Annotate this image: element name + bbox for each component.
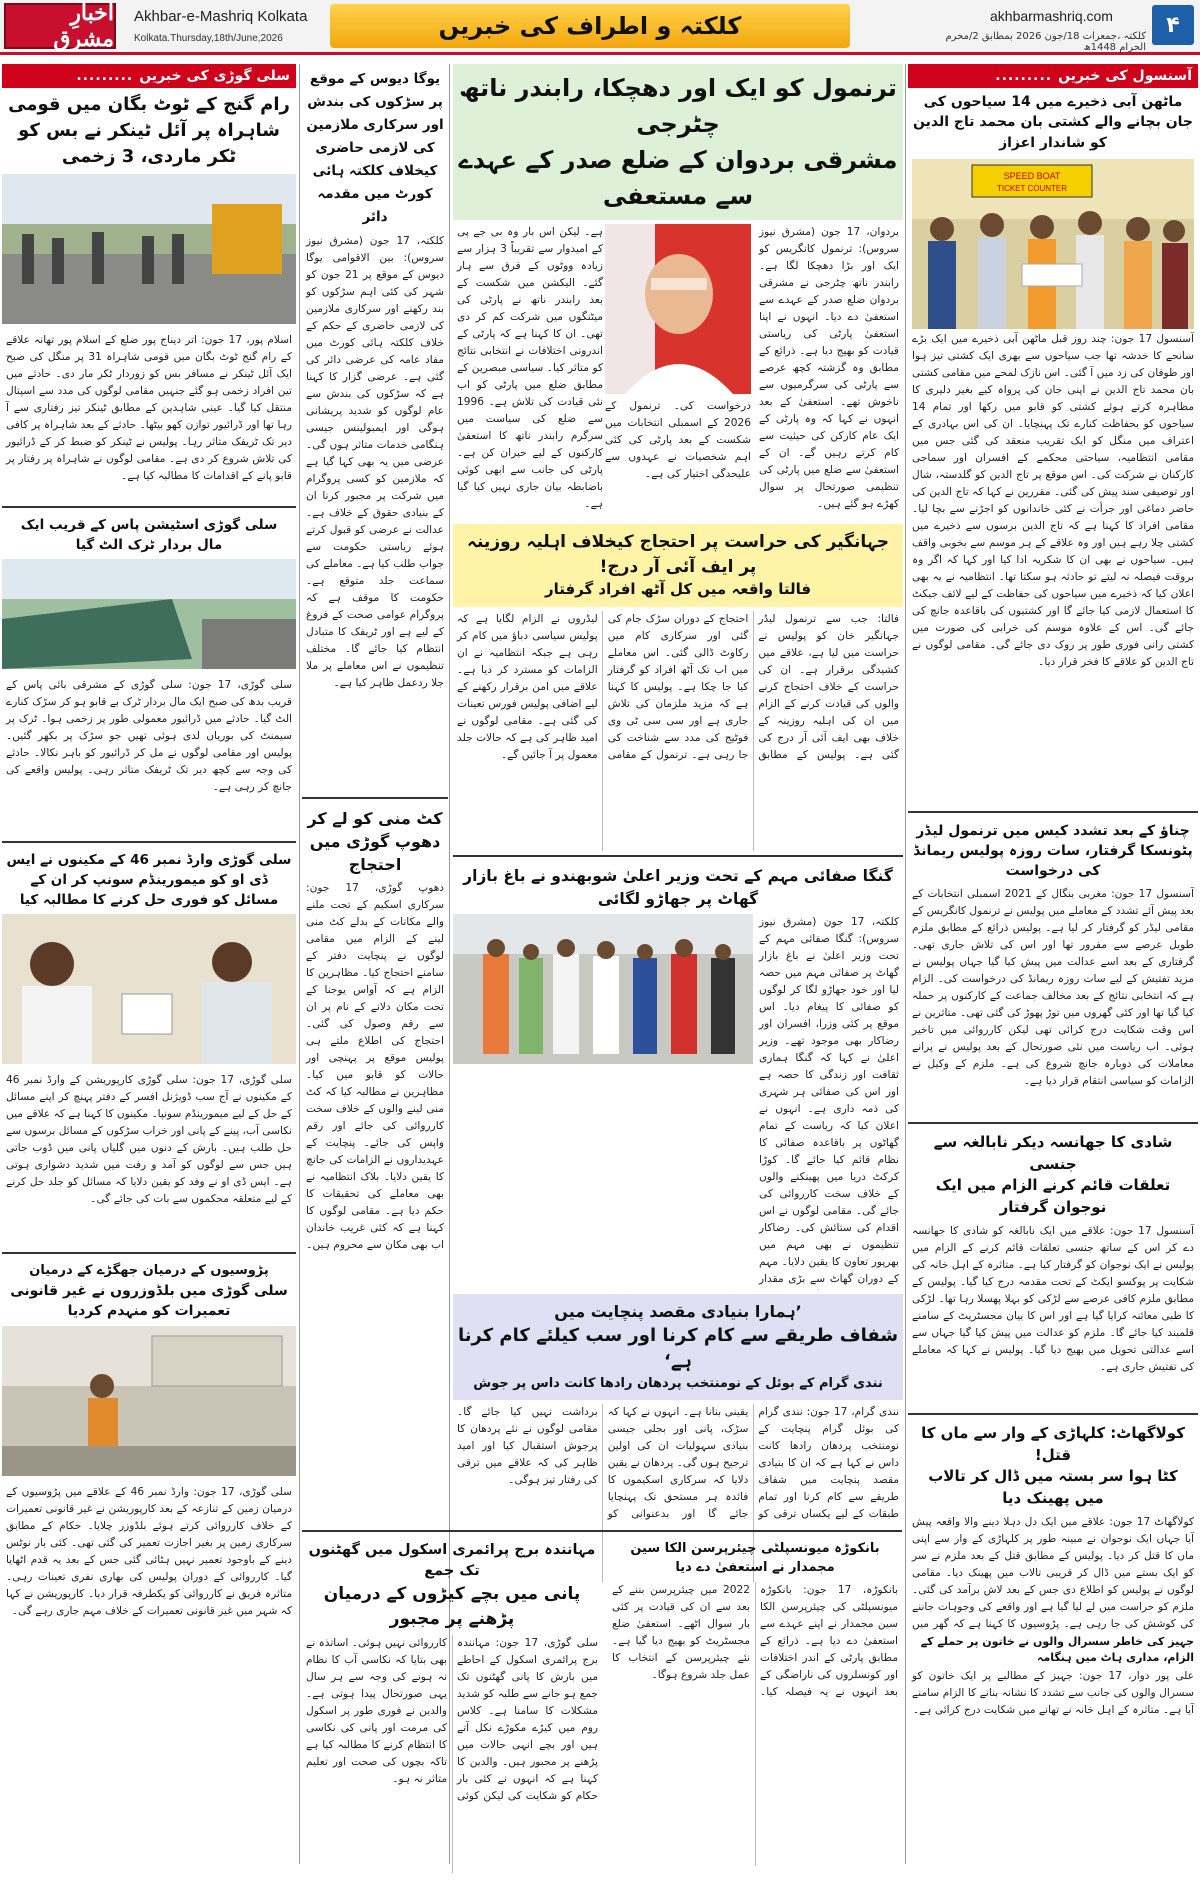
award-photo [912, 159, 1194, 329]
lead-article [453, 224, 903, 524]
page-number-badge: ۴ [1152, 5, 1194, 45]
masthead [0, 0, 1200, 55]
section-header-asansol: آسنسول کی خبریں ......... [908, 64, 1198, 88]
column-mid-left [302, 64, 448, 1440]
article-body: کولاگھاٹ 17 جون: علاقے میں ایک دل دہلا دینے والا واقعہ پیش آیا جہاں ایک نوجوان نے مبینہ طور پر کلہاڑی کے وار سے اپنی ماں کا قتل کر دیا۔ پولیس کے مطابق قتل کے بعد ملزم نے سر کو ایک بستے میں ڈال کر قریبی تالاب میں پھینک دیا۔ مقامی لوگوں نے پولیس کو اطلاع دی جس کے بعد لاش برآمد کی گئی۔ ملزم کو حراست میں لے لیا گیا ہے اور واقعے کی وجوہات جاننے کی کوشش کی جا رہی ہے۔ پڑوسیوں کا کہنا ہے کہ گھر میں [912, 1515, 1194, 1630]
column-rule [905, 64, 906, 1864]
divider [908, 1122, 1198, 1124]
headline-line: پٹونسکا گرفتار، سات روزہ پولیس ریمانڈ کی درخواست [913, 843, 1193, 880]
article-body: ہے۔ لیکن اس بار وہ بی جے پی کے امیدوار سے تقریباً 3 ہزار سے زیادہ ووٹوں کے فرق سے ہار گئے۔ الیکشن میں شکست کے بعد رابندر ناتھ نے پارٹی کی میٹنگوں میں شرکت کم کر دی تھی۔ ان کا کہنا ہے کہ پارٹی کے اندرونی اختلافات نے انتخابی نتائج کو متاثر کیا۔ سیاسی مبصرین کے مطابق ضلع میں پارٹی کو اب نئی قیادت کی تلاش ہے۔ 1996 سے ضلع کی سیاست میں سرگرم رابندر ناتھ کا استعفیٰ کارکنوں کے لیے حیران کن ہے۔ پارٹی کی جانب سے ابھی کوئی باضابطہ بیان جاری نہیں کیا گیا ہے۔ [457, 226, 603, 510]
headline[interactable]: گنگا صفائی مہم کے تحت وزیر اعلیٰ شوبھندو نے باغ بازار گھاٹ پر جھاڑو لگائی [463, 867, 893, 908]
article-body: بانکوڑہ، 17 جون: بانکوڑہ میونسپلٹی کی چیئرپرسن الکا سین مجمدار نے اپنے عہدے سے استعفیٰ دے دیا ہے۔ ذرائع کے مطابق پارٹی کے اندر اختلافات اور کونسلروں کی ناراضگی کے بعد انہوں نے یہ فیصلہ کیا۔ 2022 میں چیئرپرسن بننے کے بعد سے ان کی قیادت پر کئی بار سوال اٹھے۔ استعفیٰ ضلع مجسٹریٹ کو بھیج دیا گیا ہے۔ نئے چیئرپرسن کے انتخاب کا عمل جلد شروع ہوگا۔ [612, 1583, 898, 1698]
divider [2, 841, 296, 843]
column-asansol [908, 64, 1198, 1736]
article-body: آسنسول 17 جون: علاقے میں ایک نابالغہ کو شادی کا جھانسہ دے کر اس کے ساتھ جنسی تعلقات قائم کرنے کے الزام میں پولیس نے ایک نوجوان کو گرفتار کیا ہے۔ متاثرہ کے اہل خانہ کی شکایت پر پوکسو ایکٹ کے تحت مقدمہ درج کیا گیا۔ پولیس کے مطابق ملزم کافی عرصے سے لڑکی کو بہلا پھسلا رہا تھا۔ لڑکی کا طبی معائنہ کرایا گیا ہے اور اس کا بیان مجسٹریٹ کے سامنے قلمبند کیا جائے گا۔ ملزم کو عدالت میں پیش کیا گیا جہاں سے اسے عدالتی تحویل میں بھیج دیا گیا۔ پولیس نے کہا کہ معاملے کی تفتیش جاری ہے۔ [912, 1224, 1194, 1373]
bottom-story-bankura [608, 1536, 902, 1866]
headline-line: نندی گرام کے بوئل کے نومنتخب پردھان رادھا کانت داس پر جوش [473, 1376, 883, 1392]
article-body: سلی گوڑی، 17 جون: مہانندہ برج پرائمری اسکول کے احاطے میں بارش کا پانی گھٹنوں تک جمع ہو جانے سے طلبہ کو شدید مشکلات کا سامنا ہے۔ کلاس روم میں کیڑے مکوڑے نکل آتے ہیں اور بچے انہی حالات میں پڑھنے پر مجبور ہیں۔ والدین کا کہنا ہے کہ انہوں نے کئی بار حکام کو شکایت کی لیکن کوئی کارروائی نہیں ہوئی۔ اساتذہ نے بھی بتایا کہ نکاسی آب کا نظام نہ ہونے کی وجہ سے ہر سال یہی صورتحال پیدا ہوتی ہے۔ والدین نے فوری طور پر اسکول کی مرمت اور پانی کی نکاسی کا انتظام کرنے کا مطالبہ کیا ہے تاکہ بچوں کی صحت اور تعلیم متاثر نہ ہو۔ [306, 1637, 598, 1803]
bottom-story-school [302, 1536, 602, 1873]
headline[interactable]: جہیز کی خاطر سسرال والوں نے خاتون پر حملے کے الزام، مداری ہاٹ میں ہنگامہ [920, 1634, 1194, 1664]
headline-line: چناؤ کے بعد تشدد کیس میں ترنمول لیڈر [916, 822, 1190, 839]
article-body: سلی گوڑی، 17 جون: سلی گوڑی کے مشرقی بائی پاس کے قریب بدھ کی صبح ایک مال بردار ٹرک بے قابو ہو کر سڑک کنارے الٹ گیا۔ حادثے میں ڈرائیور معمولی طور پر زخمی ہوا۔ ٹرک پر سیمنٹ کی بوریاں لدی ہوئی تھیں جو سڑک پر بکھر گئیں۔ پولیس اور مقامی لوگوں نے مل کر ڈرائیور کو باہر نکالا۔ حادثے کی وجہ سے کچھ دیر تک ٹریفک متاثر رہی۔ پولیس واقعے کی جانچ کر رہی ہے۔ [6, 679, 292, 794]
headline-line: فالتا واقعہ میں کل آٹھ افراد گرفتار [544, 580, 812, 599]
headline-line: جان بچانے والے کشتی بان محمد تاج الدین کو شاندار اعزاز [913, 114, 1193, 151]
page-section-title: کلکتہ و اطراف کی خبریں [330, 4, 850, 48]
headline-line: جہانگیر کی حراست پر احتجاج کیخلاف اہلیہ روزینہ پر ایف آئی آر درج! [467, 532, 889, 577]
headline[interactable] [453, 524, 903, 607]
headline[interactable]: سلی گوڑی وارڈ نمبر 46 کے مکینوں نے ایس ڈی او کو میمورینڈم سونپ کر ان کے مسائل کو فوری حل کرنے کا مطالبہ کیا [6, 852, 292, 908]
article-body: دھوپ گوڑی، 17 جون: سرکاری اسکیم کے تحت ملنے والے مکانات کے بدلے کٹ منی لینے کے الزام میں مقامی لوگوں نے پنچایت دفتر کے سامنے احتجاج کیا۔ مظاہرین کا الزام ہے کہ آواس یوجنا کے تحت مکان دلانے کے نام پر ان سے رقم وصول کی گئی۔ احتجاج کی اطلاع ملتے ہی پولیس موقع پر پہنچی اور حالات کو قابو میں کیا۔ مظاہرین نے مطالبہ کیا کہ کٹ منی لینے والوں کے خلاف سخت کارروائی کی جائے اور رقم واپس کی جائے۔ پنچایت کے عہدیداروں نے الزامات کی جانچ کا یقین دلایا۔ بلاک انتظامیہ نے بھی معاملے کی تحقیقات کا حکم دیا ہے۔ مقامی لوگوں کا کہنا ہے کہ کئی غریب خاندان اب بھی مکان سے محروم ہیں۔ [306, 882, 444, 1252]
truck-overturn-photo [2, 559, 296, 669]
headline[interactable] [302, 1536, 602, 1635]
divider [302, 797, 448, 799]
headline[interactable] [908, 88, 1198, 157]
headline[interactable] [453, 1294, 903, 1400]
article-body: بردوان، 17 جون (مشرق نیوز سروس): ترنمول کانگریس کو ایک اور بڑا دھچکا لگا ہے۔ رابندر ناتھ چٹرجی نے مشرقی بردوان ضلع صدر کے عہدے سے استعفیٰ دے دیا۔ انہوں نے اپنا استعفیٰ پارٹی کی ریاستی قیادت کو بھیج دیا ہے۔ ذرائع کے مطابق وہ گزشتہ کچھ عرصے سے پارٹی کی سرگرمیوں سے ناخوش تھے۔ استعفیٰ کے بعد انہوں نے کہا کہ وہ پارٹی کے ایک عام کارکن کی حیثیت سے کام کرتے رہیں گے۔ ان کے استعفیٰ سے ضلع میں پارٹی کی تنظیمی صورتحال پر سوال کھڑے ہو گئے ہیں۔ [759, 226, 899, 510]
headline-line: مشرقی بردوان کے ضلع صدر کے عہدے سے مستعفی [458, 146, 898, 210]
article-body: کلکتہ، 17 جون (مشرق نیوز سروس): گنگا صفائی مہم کے تحت وزیر اعلیٰ نے باغ بازار گھاٹ پر صفائی مہم میں حصہ لیا اور خود جھاڑو لگا کر لوگوں کو صفائی کا پیغام دیا۔ اس موقع پر کئی وزرا، افسران اور رضاکار بھی موجود تھے۔ وزیر اعلیٰ نے کہا کہ گنگا ہماری ثقافت اور زندگی کا حصہ ہے اور اس کی صفائی ہر شہری کی ذمہ داری ہے۔ انہوں نے اعلان کیا کہ ریاست کے تمام گھاٹوں پر باقاعدہ صفائی کا نظام قائم کیا جائے گا۔ کوڑا کرکٹ دریا میں پھینکنے والوں کے خلاف سخت کارروائی کی جائے گی۔ مقامی لوگوں نے اس اقدام کی ستائش کی۔ رضاکار تنظیموں نے بھی مہم میں بھرپور تعاون کا یقین دلایا۔ مہم کے دوران گھاٹ سے بڑی مقدار [759, 915, 900, 1285]
article-body: اسلام پور، 17 جون: اتر دیناج پور ضلع کے اسلام پور تھانہ علاقے کے رام گنج ٹوٹ بگان میں قومی شاہراہ 31 پر منگل کی صبح ایک آئل ٹینکر نے مسافر بس کو زوردار ٹکر مار دی۔ حادثے میں تین افراد زخمی ہو گئے جنہیں مقامی لوگوں کی مدد سے اسپتال منتقل کیا گیا۔ عینی شاہدین کے مطابق ٹینکر تیز رفتاری سے آ رہا تھا اور ڈرائیور توازن کھو بیٹھا۔ حادثے کے بعد شاہراہ پر کافی دیر تک ٹریفک متاثر رہا۔ پولیس نے ٹینکر کو ضبط کر کے ڈرائیور کی تلاش شروع کر دی ہے۔ مقامی لوگوں نے شاہراہ پر رفتار پر قابو پانے کے اقدامات کا مطالبہ کیا ہے۔ [6, 334, 292, 483]
headline[interactable] [2, 1258, 296, 1325]
headline-line: شفاف طریقے سے کام کرنا اور سب کیلئے کام کرنا ہے‘ [457, 1325, 899, 1373]
newspaper-logo[interactable]: اخبارِ مشرق [4, 3, 116, 49]
politician-portrait [605, 224, 751, 394]
svg-text:TICKET COUNTER: TICKET COUNTER [996, 183, 1068, 193]
column-rule [299, 64, 300, 1864]
headline-line: ماٹھن آبی ذخیرے میں 14 سیاحوں کی [923, 94, 1183, 110]
divider [2, 1252, 296, 1254]
article-body: آسنسول 17 جون: چند روز قبل ماٹھن آبی ذخیرے میں ایک بڑے سانحے کا خدشہ تھا جب سیاحوں سے بھری ایک کشتی تیز ہوا اور طوفان کی زد میں آ گئی۔ اس نازک لمحے میں مقامی کشتی بان محمد تاج الدین نے اپنی جان کی پرواہ کیے بغیر دلیری کا مظاہرہ کرتے ہوئے کشتی کو قابو میں رکھا اور تمام 14 سیاحوں کو بحفاظت کنارے تک پہنچایا۔ ان کی اس بہادری کے اعتراف میں منگل کو ایک تقریب منعقد کی گئی جس میں مقامی انتظامیہ، سیاحتی محکمے کے افسران اور سماجی کارکنان نے شرکت کی۔ اس موقع پر تاج الدین کو گلدستہ، شال اور توصیفی سند پیش کی گئی۔ مقررین نے کہا کہ تاج الدین کی حاضر دماغی اور جرأت نے کئی خاندانوں کو اجڑنے سے بچا لیا۔ مقامی افراد کا کہنا ہے کہ تاج الدین برسوں سے ذخیرے میں کشتی چلا رہے ہیں اور وہ علاقے کے ہر موسم سے بخوبی واقف ہیں۔ سیاحوں نے بھی ان کا شکریہ ادا کیا اور کہا کہ اگر وہ بروقت فیصلہ نہ لیتے تو حادثہ ہو سکتا تھا۔ انتظامیہ نے یہ بھی اعلان کیا کہ ذخیرے میں سیاحوں کی حفاظت کے لیے لائف جیکٹ کا استعمال لازمی کیا جائے گا اور کشتیوں کی باقاعدہ جانچ کی جائے گی۔ اس کے علاوہ موسم کی خرابی کی صورت میں کشتی رانی فوری طور پر روک دی جائے گی۔ مقامی لوگوں نے تاج الدین کو علاقے کا فخر قرار دیا۔ [912, 332, 1194, 668]
headline-line: شادی کا جھانسہ دیکر نابالغہ سے جنسی [933, 1132, 1173, 1173]
photo-side-text: درخواست کی۔ ترنمول کے 2026 کے اسمبلی انتخابات میں شکست کے بعد پارٹی کی کئی اہم شخصیات نے عہدوں سے علیحدگی اختیار کی ہے۔ [605, 400, 751, 480]
bottom-band [302, 1530, 902, 1803]
column-siliguri [2, 64, 296, 1726]
headline-line: کٹا ہوا سر بستہ میں ڈال کر تالاب میں پھینک دیا [928, 1467, 1178, 1508]
headline[interactable]: بانکوڑہ میونسپلٹی چیئرپرسن الکا سین مجمدار نے استعفیٰ دے دیا [630, 1541, 880, 1575]
article-body: سلی گوڑی، 17 جون: وارڈ نمبر 46 کے علاقے میں پڑوسیوں کے درمیان زمین کے تنازعہ کے بعد کارپوریشن نے غیر قانونی تعمیرات کے خلاف کارروائی کرتے ہوئے بلڈوزر چلایا۔ حکام کے مطابق سرکاری زمین پر بغیر اجازت تعمیر کی گئی تھی۔ کئی بار نوٹس دینے کے باوجود تعمیر نہیں ہٹائی گئی جس کے بعد یہ قدم اٹھایا گیا۔ کارروائی کے دوران پولیس کی بھاری نفری تعینات رہی۔ متاثرہ فریق نے کارروائی کو یکطرفہ قرار دیا۔ کارپوریشن نے کہا کہ شہر میں غیر قانونی تعمیرات کے خلاف مہم جاری رہے گی۔ [6, 1485, 292, 1617]
headline[interactable] [908, 1419, 1198, 1514]
article-body: کلکتہ، 17 جون (مشرق نیوز سروس): بین الاقوامی یوگا دیوس کے موقع پر 21 جون کو شہر کی کئی اہم سڑکوں کو بند رکھنے اور سرکاری ملازمین کی لازمی حاضری کے حکم کے خلاف کلکتہ ہائی کورٹ میں مفاد عامہ کی عرضی دائر کی گئی ہے۔ عرضی گزار کا کہنا ہے کہ سڑکوں کی بندش سے عام لوگوں کو شدید پریشانی ہوگی اور ایمبولینس جیسی ہنگامی خدمات متاثر ہوں گی۔ عرضی میں یہ بھی کہا گیا ہے کہ ملازمین کو کسی پروگرام میں شرکت پر مجبور کرنا ان کے بنیادی حقوق کے خلاف ہے۔ عدالت نے عرضی کو قبول کرتے ہوئے ریاستی حکومت سے جواب طلب کیا ہے۔ معاملے کی سماعت جلد متوقع ہے۔ حکومت کا موقف ہے کہ پروگرام عوامی صحت کے فروغ کے لیے ہے اور ٹریفک کا متبادل انتظام کیا جائے گا۔ مختلف تنظیموں نے اس معاملے پر ملا جلا ردعمل ظاہر کیا ہے۔ [306, 234, 445, 689]
article-body: فالتا: جب سے ترنمول لیڈر جہانگیر خان کو پولیس نے حراست میں لیا ہے، علاقے میں کشیدگی برقرار ہے۔ ان کی حراست کے خلاف احتجاج کرنے والوں کی قیادت کرنے کے الزام میں ان کی اہلیہ روزینہ کے خلاف بھی ایف آئی آر درج کی گئی ہے۔ پولیس کے مطابق احتجاج کے دوران سڑک جام کی گئی اور سرکاری کام میں رکاوٹ ڈالی گئی۔ اس معاملے میں اب تک آٹھ افراد کو گرفتار کیا جا چکا ہے۔ پولیس کا کہنا ہے کہ مزید ملزمان کی تلاش جاری ہے اور سی سی ٹی وی فوٹیج کی مدد سے شناخت کی جا رہی ہے۔ ترنمول کے مقامی لیڈروں نے الزام لگایا ہے کہ پولیس سیاسی دباؤ میں کام کر رہی ہے جبکہ انتظامیہ نے ان الزامات کو مسترد کر دیا ہے۔ علاقے میں امن برقرار رکھنے کے لیے اضافی پولیس فورس تعینات کی گئی ہے۔ مقامی لوگوں نے امید ظاہر کی ہے کہ حالات جلد معمول پر آ جائیں گے۔ [457, 613, 899, 762]
masthead-name-en: Akhbar-e-Mashriq Kolkata [134, 8, 308, 25]
article-body: سلی گوڑی، 17 جون: سلی گوڑی کارپوریشن کے وارڈ نمبر 46 کے مکینوں نے آج سب ڈویژنل افسر کے دفتر پہنچ کر اپنے مسائل کے حل کے لیے میمورینڈم سونپا۔ مکینوں کا کہنا ہے کہ علاقے میں نکاسی آب، پینے کے پانی اور خراب سڑکوں کے مسائل برسوں سے حل طلب ہیں۔ بارش کے دنوں میں گلیاں پانی میں ڈوب جاتی ہیں جس سے لوگوں کو آمد و رفت میں شدید دشواری ہوتی ہے۔ ایس ڈی او نے وفد کو یقین دلایا کہ مسائل کو جلد حل کرنے کے لیے متعلقہ محکموں سے بات کی جائے گی۔ [6, 1074, 293, 1206]
lead-headline[interactable] [453, 64, 903, 220]
headline[interactable] [908, 1128, 1198, 1223]
headline[interactable]: یوگا دیوس کے موقع پر سڑکوں کی بندش اور سرکاری ملازمین کی لازمی حاضری کیخلاف کلکتہ ہائی کورٹ میں مقدمہ دائر [306, 71, 444, 225]
headline-line: ’ہمارا بنیادی مقصد پنچایت میں [554, 1301, 802, 1321]
headline-line: پانی میں بچے کیڑوں کے درمیان پڑھنے پر مجبور [323, 1584, 581, 1629]
divider [908, 1413, 1198, 1415]
headline[interactable]: رام گنج کے ٹوٹ بگان میں قومی شاہراہ پر آئل ٹینکر نے بس کو ٹکر ماردی، 3 زخمی [8, 94, 290, 168]
headline[interactable]: کٹ منی کو لے کر دھوپ گوڑی میں احتجاج [307, 808, 443, 874]
road-accident-photo [2, 174, 296, 324]
article-body-continued [453, 1070, 753, 1290]
cleanup-article [453, 914, 903, 1294]
article-body: نندی گرام، 17 جون: نندی گرام کی بوئل گرام پنچایت کے نومنتخب پردھان رادھا کانت داس نے کہا ہے کہ ان کا بنیادی مقصد پنچایت میں شفاف طریقے سے کام کرنا اور تمام طبقات کے لیے یکساں ترقی کو یقینی بنانا ہے۔ انہوں نے کہا کہ سڑک، پانی اور بجلی جیسی بنیادی سہولیات ان کی اولین ترجیح ہوں گی۔ پردھان نے یقین دلایا کہ سرکاری اسکیموں کا فائدہ ہر مستحق تک پہنچایا جائے گا اور بدعنوانی کو برداشت نہیں کیا جائے گا۔ مقامی لوگوں نے نئے پردھان کا پرجوش استقبال کیا اور امید ظاہر کی کہ علاقے میں ترقی کی رفتار تیز ہوگی۔ [457, 1406, 899, 1521]
masthead-date-ur: کلکتہ ،جمعرات 18/جون 2026 بمطابق 2/محرم الحرام 1448ھ [945, 31, 1146, 53]
divider [908, 811, 1198, 813]
article-body: آسنسول 17 جون: مغربی بنگال کے 2021 اسمبلی انتخابات کے بعد پیش آئے تشدد کے معاملے میں پولیس نے ترنمول کانگریس کے مقامی لیڈر کو گرفتار کر لیا ہے۔ پولیس ذرائع کے مطابق ملزم طویل عرصے سے مفرور تھا اور اس کی تلاش جاری تھی۔ گرفتاری کے بعد اسے عدالت میں پیش کیا گیا جہاں پولیس نے مزید تفتیش کے لیے سات روزہ ریمانڈ کی درخواست کی۔ الزام ہے کہ انتخابی نتائج کے بعد مخالف جماعت کے کارکنوں پر حملہ کیا گیا تھا اور کئی گھروں میں توڑ پھوڑ کی گئی تھی۔ متاثرین نے اس وقت شکایت درج کرائی تھی لیکن کارروائی میں تاخیر ہوئی۔ اب ریاست میں نئی صورتحال کے بعد پولیس نے پرانے معاملات کی دوبارہ جانچ شروع کی ہے۔ ملزم کے وکیل نے الزامات کو سیاسی انتقام قرار دیا ہے۔ [912, 887, 1194, 1087]
headline-line: ترنمول کو ایک اور دھچکا، رابندر ناتھ چٹرجی [459, 74, 897, 138]
headline[interactable] [908, 817, 1198, 886]
column-center [453, 64, 903, 1582]
river-cleanup-photo [453, 914, 753, 1064]
headline-line: تعلقات قائم کرنے الزام میں ایک نوجوان گرفتار [935, 1176, 1171, 1217]
website-url[interactable]: akhbarmashriq.com [990, 8, 1113, 24]
section-label: سلی گوڑی کی خبریں [139, 68, 290, 84]
section-header-siliguri: سلی گوڑی کی خبریں ......... [2, 64, 296, 88]
headline-line: مہانندہ برج پرائمری اسکول میں گھٹنوں تک جمع [308, 1542, 596, 1580]
photo-sign-text: SPEED BOAT [1003, 170, 1061, 181]
divider [2, 506, 296, 508]
headline-line: کولاگھاٹ: کلہاڑی کے وار سے ماں کا قتل! [921, 1423, 1185, 1464]
headline-line: سلی گوڑی میں بلڈوزروں نے غیر قانونی تعمیرات کو منہدم کردیا [10, 1282, 288, 1320]
headline-line: پڑوسیوں کے درمیان جھگڑے کے درمیان [29, 1263, 269, 1279]
masthead-date-en: Kolkata.Thursday,18th/June,2026 [134, 33, 283, 44]
memorandum-photo [2, 914, 296, 1064]
lead-photo-block [605, 224, 751, 510]
section-label: آسنسول کی خبریں [1058, 68, 1192, 84]
award-ceremony-image [912, 159, 1194, 329]
headline[interactable]: سلی گوڑی اسٹیشن پاس کے قریب ایک مال بردار ٹرک الٹ گیا [20, 517, 278, 553]
divider [453, 855, 903, 857]
article-body: علی پور دوار، 17 جون: جہیز کے مطالبے پر ایک خاتون کو سسرال والوں کی جانب سے تشدد کا نشانہ بنانے کا الزام سامنے آیا ہے۔ متاثرہ کے اہل خانہ نے تھانے میں شکایت درج کرائی ہے۔ [912, 1669, 1195, 1716]
demolition-photo [2, 1326, 296, 1476]
